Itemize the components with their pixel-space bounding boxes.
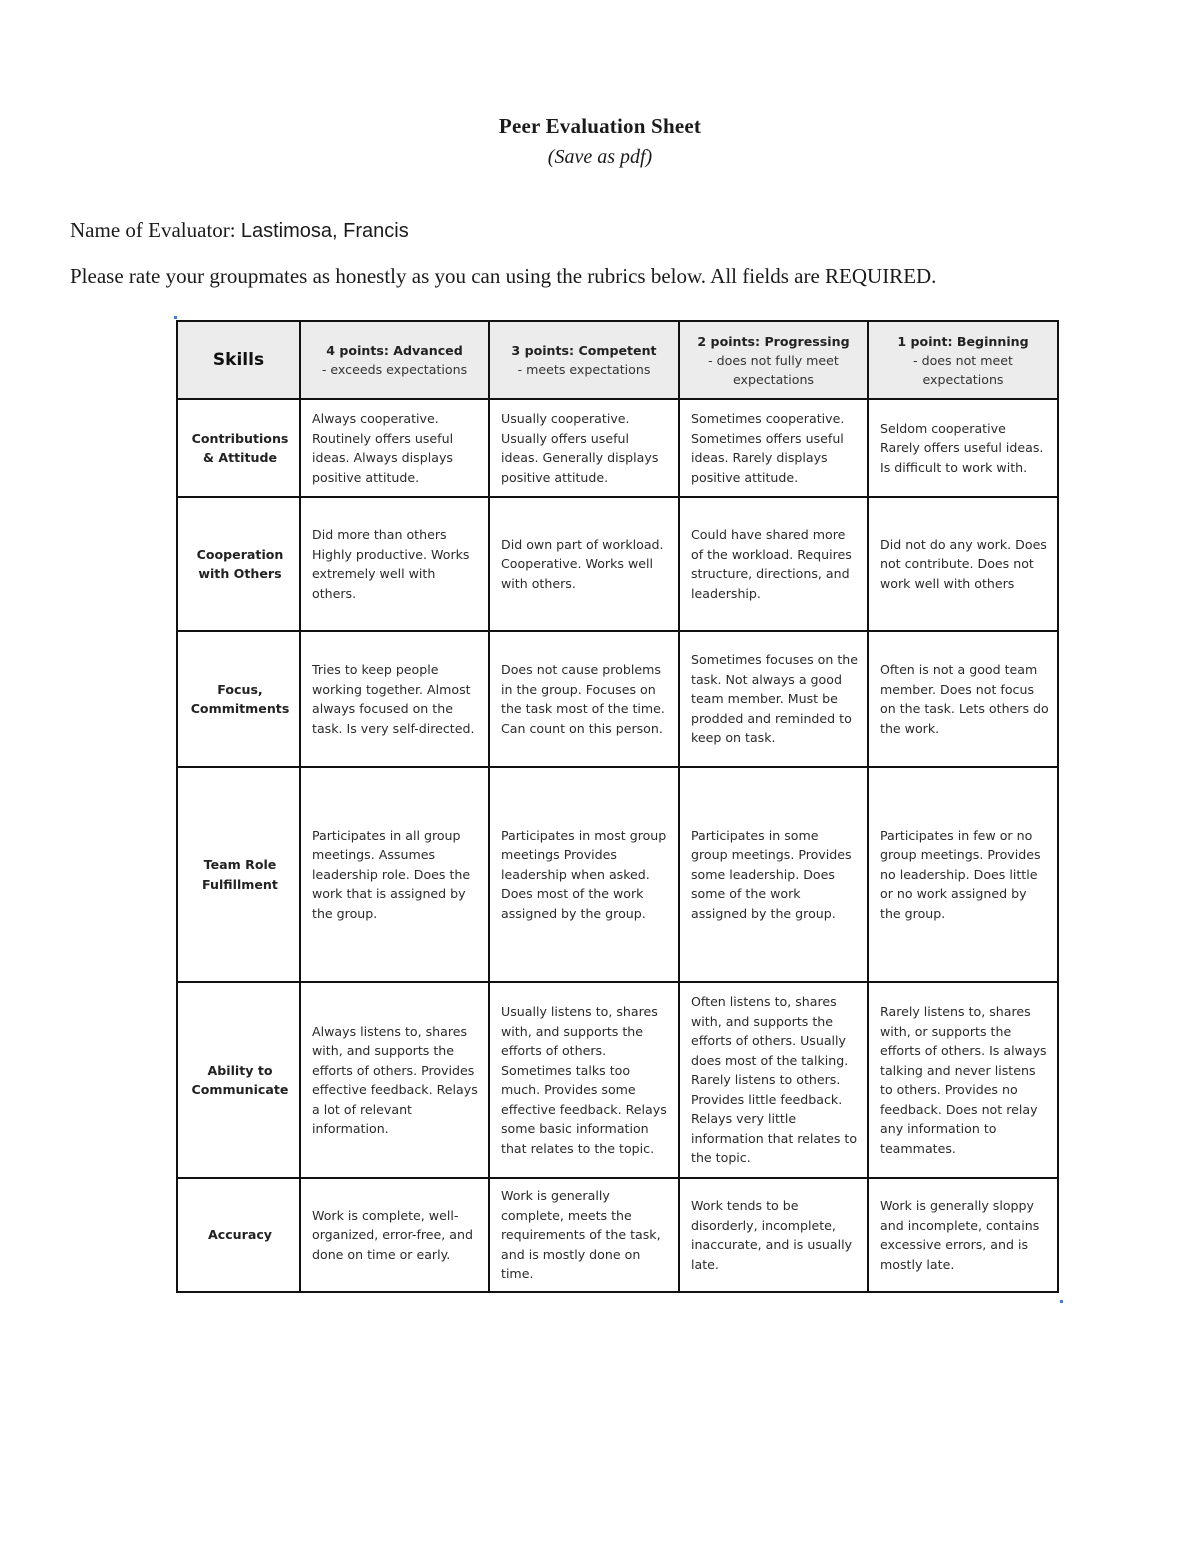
skill-name: Focus, Commitments [177,631,300,767]
rubric-cell: Often is not a good team member. Does not focus on the task. Lets others do the work. [868,631,1058,767]
rubric-cell: Participates in few or no group meetings. Provides no leadership. Does little or no work assigned by the group. [868,767,1058,982]
rubric-cell: Always cooperative. Routinely offers useful ideas. Always displays positive attitude. [300,399,489,497]
rubric-cell: Work is generally sloppy and incomplete, contains excessive errors, and is mostly late. [868,1178,1058,1292]
rubric-cell: Always listens to, shares with, and supports the efforts of others. Provides effective feedback. Relays a lot of relevant information. [300,982,489,1178]
rubric-cell: Usually listens to, shares with, and supports the efforts of others. Sometimes talks too much. Provides some effective feedback. Relays some basic information that relates to the topic. [489,982,679,1178]
rubric-cell: Participates in all group meetings. Assumes leadership role. Does the work that is assigned by the group. [300,767,489,982]
rubric-header-row [177,321,1058,399]
skill-name: Cooperation with Others [177,497,300,631]
header-skills-label: Skills [212,349,265,370]
header-level-label: 2 points: Progressing [697,333,850,349]
skill-name: Ability to Communicate [177,982,300,1178]
rubric-table [176,320,1059,1293]
rubric-cell: Often listens to, shares with, and supports the efforts of others. Usually does most of the talking. Rarely listens to others. Provides little feedback. Relays very little information that relates to the topic. [679,982,868,1178]
rubric-cell: Did own part of workload. Cooperative. Works well with others. [489,497,679,631]
rubric-cell: Work is generally complete, meets the requirements of the task, and is mostly done on time. [489,1178,679,1292]
header-level [300,321,489,399]
evaluator-line [70,218,409,243]
rubric-cell: Did not do any work. Does not contribute. Does not work well with others [868,497,1058,631]
rubric-cell: Participates in some group meetings. Provides some leadership. Does some of the work assigned by the group. [679,767,868,982]
table-end-mark [1060,1300,1063,1303]
rubric-row [177,1178,1058,1292]
header-level [489,321,679,399]
header-level-label: 1 point: Beginning [897,333,1029,349]
rubric-cell: Did more than others Highly productive. Works extremely well with others. [300,497,489,631]
rubric-cell: Could have shared more of the workload. Requires structure, directions, and leadership. [679,497,868,631]
page-title: Peer Evaluation Sheet [498,114,702,138]
rubric-cell: Work is complete, well-organized, error-free, and done on time or early. [300,1178,489,1292]
header-level-label: 4 points: Advanced [326,343,463,358]
rubric-cell: Usually cooperative. Usually offers useful ideas. Generally displays positive attitude. [489,399,679,497]
header-level-label: 3 points: Competent [511,343,657,358]
rubric-cell: Sometimes cooperative. Sometimes offers useful ideas. Rarely displays positive attitude. [679,399,868,497]
skill-name: Contributions & Attitude [177,399,300,497]
instructions: Please rate your groupmates as honestly as you can using the rubrics below. All fields are REQUIRED. [70,264,937,288]
rubric-row [177,631,1058,767]
rubric-cell: Tries to keep people working together. Almost always focused on the task. Is very self-directed. [300,631,489,767]
rubric-cell: Does not cause problems in the group. Focuses on the task most of the time. Can count on this person. [489,631,679,767]
header-level [679,321,868,399]
page-subtitle: (Save as pdf) [547,146,653,168]
rubric-cell: Seldom cooperative Rarely offers useful ideas. Is difficult to work with. [868,399,1058,497]
header-skills [177,321,300,399]
header-level-desc: - meets expectations [517,362,651,377]
rubric-row [177,767,1058,982]
evaluator-name: Lastimosa, Francis [240,220,409,242]
rubric-cell: Participates in most group meetings Provides leadership when asked. Does most of the work assigned by the group. [489,767,679,982]
rubric-row [177,497,1058,631]
skill-name: Team Role Fulfillment [177,767,300,982]
table-anchor-mark [174,316,177,319]
header-level [868,321,1058,399]
rubric-row [177,982,1058,1178]
rubric-row [177,399,1058,497]
header-level-desc: - does not fully meet expectations [708,352,839,387]
rubric-cell: Rarely listens to, shares with, or supports the efforts of others. Is always talking and never listens to others. Provides no feedback. Does not relay any information to teammates. [868,982,1058,1178]
rubric-cell: Sometimes focuses on the task. Not always a good team member. Must be prodded and reminded to keep on task. [679,631,868,767]
skill-name: Accuracy [177,1178,300,1292]
header-level-desc: - does not meet expectations [913,352,1013,387]
evaluator-label: Name of Evaluator: [70,218,236,242]
rubric-cell: Work tends to be disorderly, incomplete, inaccurate, and is usually late. [679,1178,868,1292]
header-level-desc: - exceeds expectations [321,362,468,377]
